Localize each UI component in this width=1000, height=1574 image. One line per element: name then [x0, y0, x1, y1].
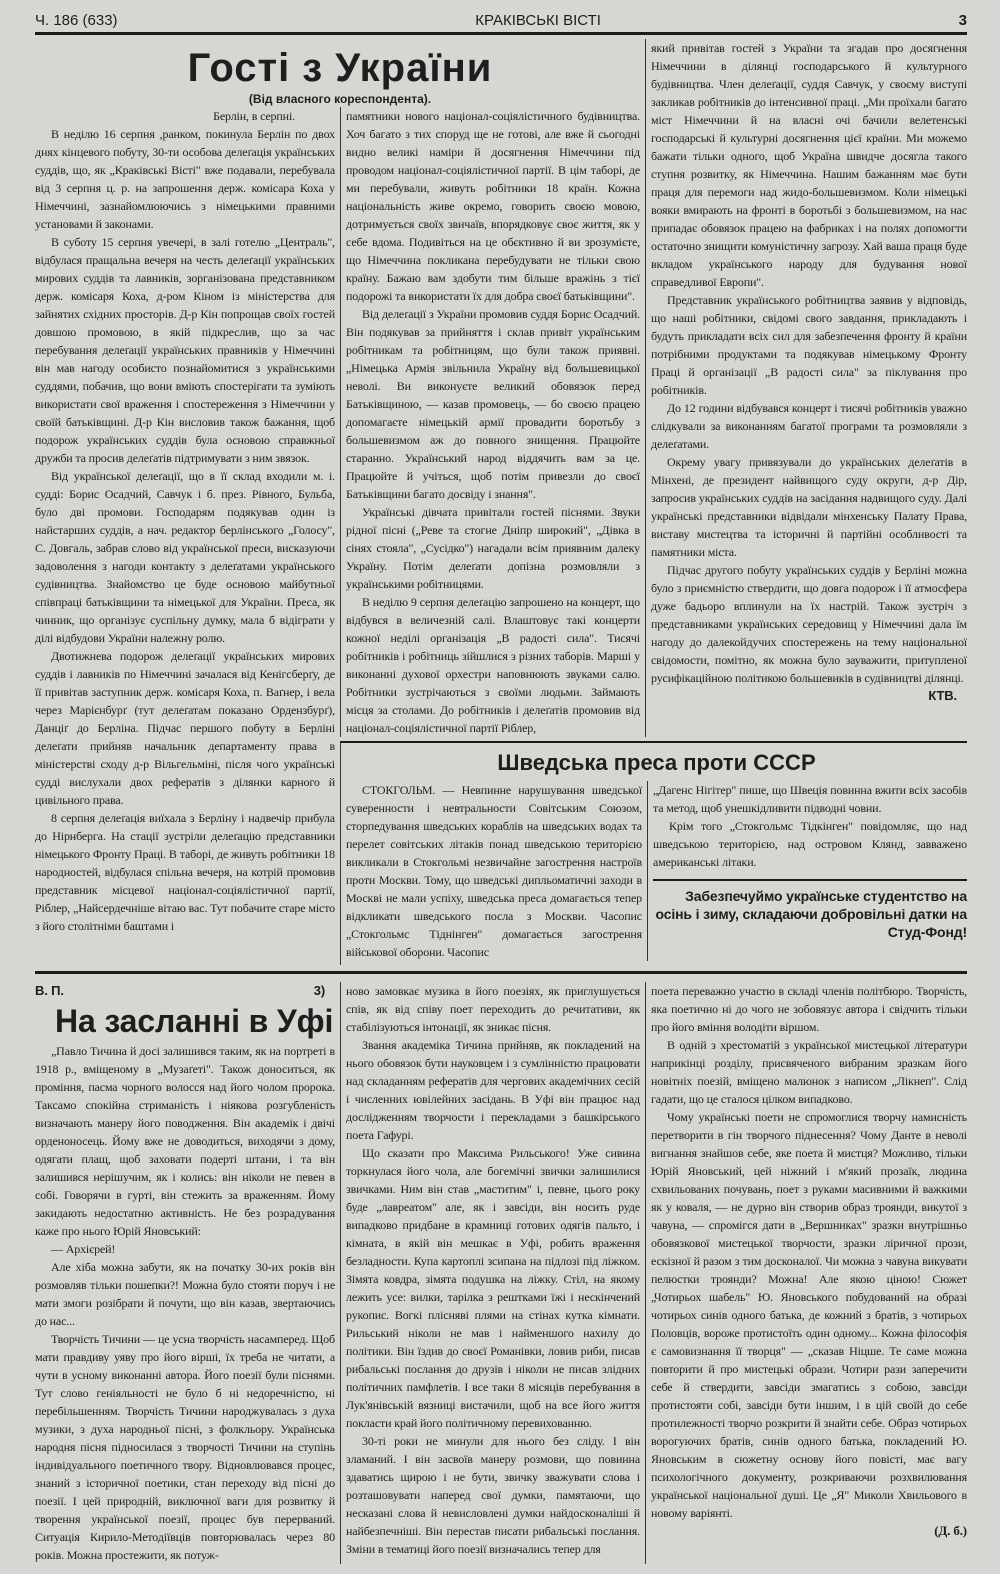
article-heading — [35, 39, 645, 107]
paragraph: Від делеґації з України промовив суддя Борис Осадчий. Він подякував за прийняття і склав привіт українським робітникам та робітницям, що були також приявні. „Німецька Армія звільнила Україну від большевицької неволі. Ви виконуєте великий обовязок перед Батьківщиною, — казав промовець, — бо своєю працею допомагаєте німецькій армії провадити боротьбу з большевизмом аж до повного знищення. Працюйте старанно. Український народ віддячить вам за це. Працюйте й учіться, щоб потім привезли до своєї Батьківщини багато досвіду і знання". — [346, 307, 640, 501]
paragraph: В одній з хрестоматій з української мистецької літератури наприкінці розділу, присвяченого вибраним зразкам його новітніх поезій, вміщено малюнок з написом „Лікнеп". Слід гадати, що це сталося цілком випадково. — [651, 1038, 967, 1106]
article-column-2 — [340, 982, 645, 1564]
section-rule — [35, 971, 967, 974]
paragraph: поета переважно участю в складі членів політбюро. Творчість, яка поетично ні до чого не зобовязує автора і свідчить тільки про його вміння володіти віршом. — [651, 984, 967, 1034]
part-number: 3) — [313, 983, 325, 998]
paragraph: Двотижнева подорож делеґації українських мирових суддів і лавників по Німеччині зачалася від Кенігсберґу, де її привітав заступник держ. комісаря Коха, п. Ваґнер, і вела через Марієнбурґ (тут делеґатам показано Ордензбурґ), Данціґ до Берліна. Підчас першого побуту в Берліні делеґати прийняв начальник департаменту права в міністерстві сходу д-р Вільгельміні, після чого українські судді вислухали двох рефератів з ділянки карного й цивільного права. — [35, 649, 335, 807]
article-subtitle: (Від власного кореспондента). — [248, 92, 432, 106]
paragraph: Українські дівчата привітали гостей піснями. Звуки рідної пісні („Реве та стогне Дніпр широкий", „Дівка в сінях стояла", „Сусідко") нагадали всім приявним далеку Україну. Потім делеґати допізна розмовляли з українськими робітницями. — [346, 505, 640, 591]
author: В. П. — [35, 983, 64, 998]
paragraph: Творчість Тичини — це усна творчість насамперед. Щоб мати правдиву уяву про його вірші, їх треба не читати, а чути в усному виконанні автора. Його поезії були піснями. Тут слово геніяльності не було б ні недоречністю, ні перебільшенням. Творчість Тичини народжувалась з духа музики, з духа народньої пісні, з фолкльору. Українська народня пісня підносилася з творчості Тичини на ступінь індивідуального поетичного твору. Відновлювався процес, знаний з історичної поетики, стан переходу від пісні до поезії. І цей природній, виключної ваги для розвитку й творення української поезії, процес був перерваний. Ситуація Кирило-Методіївців повторювалась через 80 років. Можна простежити, як потуж- — [35, 1332, 335, 1562]
issue-number: Ч. 186 (633) — [35, 12, 118, 29]
paragraph: В неділю 16 серпня ,ранком, покинула Берлін по двох днях кінцевого побуту, 30-ти особова делеґація українських суддів, що, як „Краківські Вісті" вже подавали, перебувала від 3 серпня ц. р. на запрошення держ. комісара Коха у Німеччині, зазнайомлюючись з німецькими правними установами й законами. — [35, 127, 335, 231]
paragraph: Представник українського робітництва заявив у відповідь, що наші робітники, свідомі свого завдання, прикладають і будуть прикладати всіх сил для забезпечення фронту й країни потрібними продуктами та подякував німецькому Фронту Праці й організації „В радості сила" за піклування про робітників. — [651, 293, 967, 397]
paragraph: який привітав гостей з України та згадав про досягнення Німеччини в ділянці господарського й культурного будівництва. Член делеґації, суддя Савчук, у своєму виступі закликав робітників до інтенсивної праці. „Ми проїхали багато міст Німеччини й на власні очі бачили велетенські господарські й культурні досягнення цієї країни. Ми можемо бажати тільки одного, щоб Україна швидче досягла такого ступня розвитку, як Німеччина. Нашим бажанням має бути праця для перемоги над жидо-большевизмом. Коли німецькі вояки вмирають на фронті в боротьбі з большевизмом, на нас припадає обовязок працею на фабриках і на полях допомогти остаточно знищити комуністичну загрозу. Хай ваша праця буде вкладом українського народу для будування нової справедливої Европи". — [651, 41, 967, 289]
paragraph: Чому українські поети не спромоглися творчу намисність перетворити в гін творчого піднесення? Чому Данте в неволі вигнання знайшов себе, яке поета й мистця? Можливо, тільки Юрій Яновський, цей ніжний і м'який прозаїк, людина схвильованих почувань, поет з руками масивними й важкими як у коваля, — не дурно він створив образ троянди, викутої з чавуна, — спромігся дати в „Вершниках" зразки внутрішньо обовязкової мистецької творчости, зразки ліричної прози, ескізної й разом з тим досконалої. Чи можна з чавуна викувати пелюстки троянди? Можна! Але якою ціною! Сюжет „Чотирьох шабель" Ю. Яновського побудований на образі чотирьох синів одного батька, де кожний з братів, з чотирьох Половців, вороже протистоїть один одному... Кожна філософія є самовизнання її творця" — „сказав Ніцше. Те саме можна повторити й про мистецькі образи. Чотири рази заперечити себе й ствердити, завсіди змагатись з собою, завсіди протистояти собі, завсіди бути іншим, і в цій своїй до себе протилежності творчо розкрити й знайти себе. Образ чотирьох ворогуючих братів, синів одного батька, покладений Ю. Яновським в сюжетну основу його повісті, має вагу психологічного документу, розкриваючи розхвилювання української національної душі. Це „Я" Миколи Хвильового в новому варіянті. — [651, 1110, 967, 1520]
article-column-3 — [645, 982, 967, 1564]
paragraph: Крім того „Стокгольмс Тідкінген" повідомляє, що над шведською територією, над островом Клянд, завважено американські літаки. — [653, 819, 967, 869]
dateline: Берлін, в серпні. — [213, 109, 295, 123]
article-title: На засланні в Уфі — [55, 1003, 334, 1039]
page-number: 3 — [958, 12, 967, 29]
page-header — [35, 12, 967, 32]
article-column-1 — [346, 781, 647, 961]
bottom-section — [35, 982, 967, 1564]
swedish-article — [340, 741, 967, 965]
article-meta — [35, 982, 335, 1000]
article-title: Шведська преса проти СССР — [497, 750, 816, 775]
paragraph: памятники нового націонал-соціялістичного будівництва. Хоч багато з тих споруд ще не готові, але вже й сьогодні видно великі наміри й досягнення Німеччини під проводом націонал-соціялістичної партії. В цім таборі, де ми перебували, живуть робітники 18 країн. Кожна національність живе окремо, говорить своєю мовою, дотримується своїх звичаїв, впорядковує своє життя, як у себе вдома. Подивіться на це обєктивно й ви зрозумієте, що Німеччина покликана перебудувати не тільки свою країну. Бажаю вам здобути тим більше вражінь з тієї подорожі та використати їх для добра своєї батьківщини". — [346, 109, 640, 303]
paragraph: До 12 години відбувався концерт і тисячі робітників уважно слідкували за виконанням багатої програми та розмовляли з делеґатами. — [651, 401, 967, 451]
paragraph: „Павло Тичина й досі залишився таким, як на портреті в 1918 р., вміщеному в „Музаґеті". Також доноситься, як проміння, пасма чорного волосся над його чолом пророка. Таксамо спокійна стриманість і ніякова розгубленість визначають манеру його поводження. Він академік і двічі орденоносець. Йому вже не доводиться, виходячи з дому, одягати плащ, щоб заховати подерті штани, і та він залишився нерішучим, як і колись: він ніколи не певен в собі. Говорячи в гурті, він стежить за враженням. Йому закидають недостатню активність. Не без розрадування каже про нього Юрій Яновський: — [35, 1044, 335, 1238]
article-column-2 — [647, 781, 967, 961]
paragraph: Окрему увагу привязували до українських делеґатів в Мінхені, де президент найвищого суду округи, д-р Дір, запросив українських суддів на засідання надвищого суду. Далі українські представники відвідали мінхенську Палату Права, виставу мистецтва та історичні й партійні особливості та памятники міста. — [651, 455, 967, 559]
article-columns — [346, 781, 967, 961]
appeal-notice: Забезпечуймо українське студентство на осінь і зиму, складаючи добровільні датки на Студ-Фонд! — [653, 879, 967, 941]
paragraph: Від української делеґації, що в її склад входили м. і. судді: Борис Осадчий, Савчук і б. през. Рівного, Бульба, було дві промови. Господарям подякував один із найстарших суддів, а нач. редактор берлінського „Голосу", С. Довгаль, забрав слово від української преси, висказуючи задоволення з нагоди контакту з делеґатами українського судівництва. Знайомство це буде основою майбутньої співпраці батьківщини та німецької для України. Преса, як чинник, що організує суспільну думку, мала б відіграти у ділі відбудови України належну ролю. — [35, 469, 335, 645]
top-section — [35, 39, 967, 965]
signature: КТВ. — [928, 688, 957, 703]
header-rule — [35, 32, 967, 35]
paragraph: Звання академіка Тичина прийняв, як покладений на нього обовязок бути науковцем і з сумлінністю працювати над складанням рефератів для чергових академічних сесій і численних ювілейних засідань. В Уфі він працює над дослідженням творчости і перекладами з башкірського поета Гафурі. — [346, 1038, 640, 1142]
article-column-3 — [645, 39, 967, 737]
article-column-1 — [35, 107, 340, 965]
paragraph: Що сказати про Максима Рильського! Уже сивина торкнулася його чола, але богемічні звички залишилися звичками. Ним він став „маститим" і, певне, цього року буде „лавреатом" але, як і завсіди, він носить руде випадково придбане в крамниці готових одягів пальто, і кімната, в якій він мешкає в Уфі, робить враження безладности. Купа картоплі зсипана на підлозі під ліжком. Зімята ковдра, зімята подушка на ліжку. Стіл, на якому лежить усе: вилки, тарілка з рештками їжі і нескінчений рукопис. Вогкі плісняві плями на стінах кутка кімнати. Рильський ніколи не мав і найменшого нахилу до політики. Він їздив до своєї Романівки, ловив риби, писав рибальські послання до друзів і ніколи не писав злідних політичних памфлетів. І все таки 8 місяців перебування в Лук'янівській вязниці вистачили, щоб на все його життя покласти край його політичному перевихованню. — [346, 1146, 640, 1430]
newspaper-name: КРАКІВСЬКІ ВІСТІ — [475, 12, 601, 29]
article-column-2 — [340, 107, 645, 737]
continued-note: (Д. б.) — [934, 1523, 967, 1538]
paragraph: СТОКГОЛЬМ. — Невпинне нарушування шведської суверенности і невтральности Совітським Союзом, сторпедування шведських кораблів на шведських водах та перелет совітських літаків понад шведською територією викликали в Стокгольмі незвичайне загострення настроїв проти Москви. Тому, що шведські дипльоматичні заходи в Москві не мали успіху, шведська преса домагається тепер відкликати шведського посла з Москви. Часопис „Стокгольмс Тіднінген" домагається загострення військової оборони. Часопис — [346, 783, 642, 959]
paragraph: — Архієрей! — [51, 1242, 116, 1256]
paragraph: В суботу 15 серпня увечері, в залі готелю „Централь", відбулася пращальна вечеря на честь делеґації українських мирових суддів та лавників, зорганізована представником держ. комісаря Коха, д-ром Кіном із міністерства для зайнятих східних просторів. Д-р Кін попрощав своїх гостей довшою промовою, в якій підкреслив, що за час перебування делеґації українських правників у Німеччині він мав нагоду особисто познайомитися з українськими суддями, побачив, що вони вміють спостерігати та зуміють використати свої враження і спостереження з Німеччини у своїй батьківщині. Д-р Кін висловив також бажання, щоб подорож українських суддів була основою справжньої дружби та просив делеґатів підтримувати з ним звязок. — [35, 235, 335, 465]
paragraph: 30-ті роки не минули для нього без сліду. І він зламаний. І він засвоїв манеру розмови, що повинна здаватись щирою і не бути, звичку зважувати слова і розташовувати наперед свої думки, памятаючи, що несказані слова й невисловлені думки найдосконаліші й найбезпечніші. Він перестав писати рибальські послання. Зміни в тематиці його поезії визначались тепер для — [346, 1434, 640, 1556]
paragraph: „Дагенс Нігітер" пише, що Швеція повинна вжити всіх засобів та метод, щоб унешкідливити підводні човни. — [653, 783, 967, 815]
paragraph: 8 серпня делеґація виїхала з Берліну і надвечір прибула до Нірнберга. На стації зустріли делеґацію представники німецького Фронту Праці. В таборі, де живуть робітники 18 народностей, відбулася спільна вечеря, на котрій промовив представник місцевої націонал-соціялістичної партії, Ріблер, „Найсердечніше вітаю вас. Тут побачите старе місто з його столітніми баштами і — [35, 811, 335, 933]
article-column-1 — [35, 982, 340, 1564]
paragraph: Але хіба можна забути, як на початку 30-их років він розмовляв тільки пошепки?! Можна було стояти поруч і не мати змоги розібрати й почути, що він казав, звертаючись до нас... — [35, 1260, 335, 1328]
paragraph: В неділю 9 серпня делеґацію запрошено на концерт, що відбувся в величезній салі. Влаштовує такі концерти кожної неділі організація „В радості сила". Тисячі робітників і робітниць зійшлися з різних таборів. Марші у виконанні духової орхестри наповнюють звуками салю. Робітники зустрічаються з своїми людьми. Займають місця за столами. До робітників і делеґатів промовив від націонал-соціялістичної партії Ріблер, — [346, 595, 640, 735]
article-title: Гості з України — [187, 46, 493, 90]
paragraph: ново замовкає музика в його поезіях, як приглушується спів, як від співу поет переходить до речитативи, як стабілізуються інтонації, як зникає пісня. — [346, 984, 640, 1034]
paragraph: Підчас другого побуту українських суддів у Берліні можна було з приємністю ствердити, що довга подорож і її атмосфера дуже бадьоро вплинули на їх настрій. Також зустріч з представниками українських середовищ у Німеччині дала їм нагоду до далекойдучих спостережень на тему національної свідомости, помітно, як можна було зауважити, притупленої русифікаційною політикою большевиків в судівництві ділянці. — [651, 563, 967, 685]
